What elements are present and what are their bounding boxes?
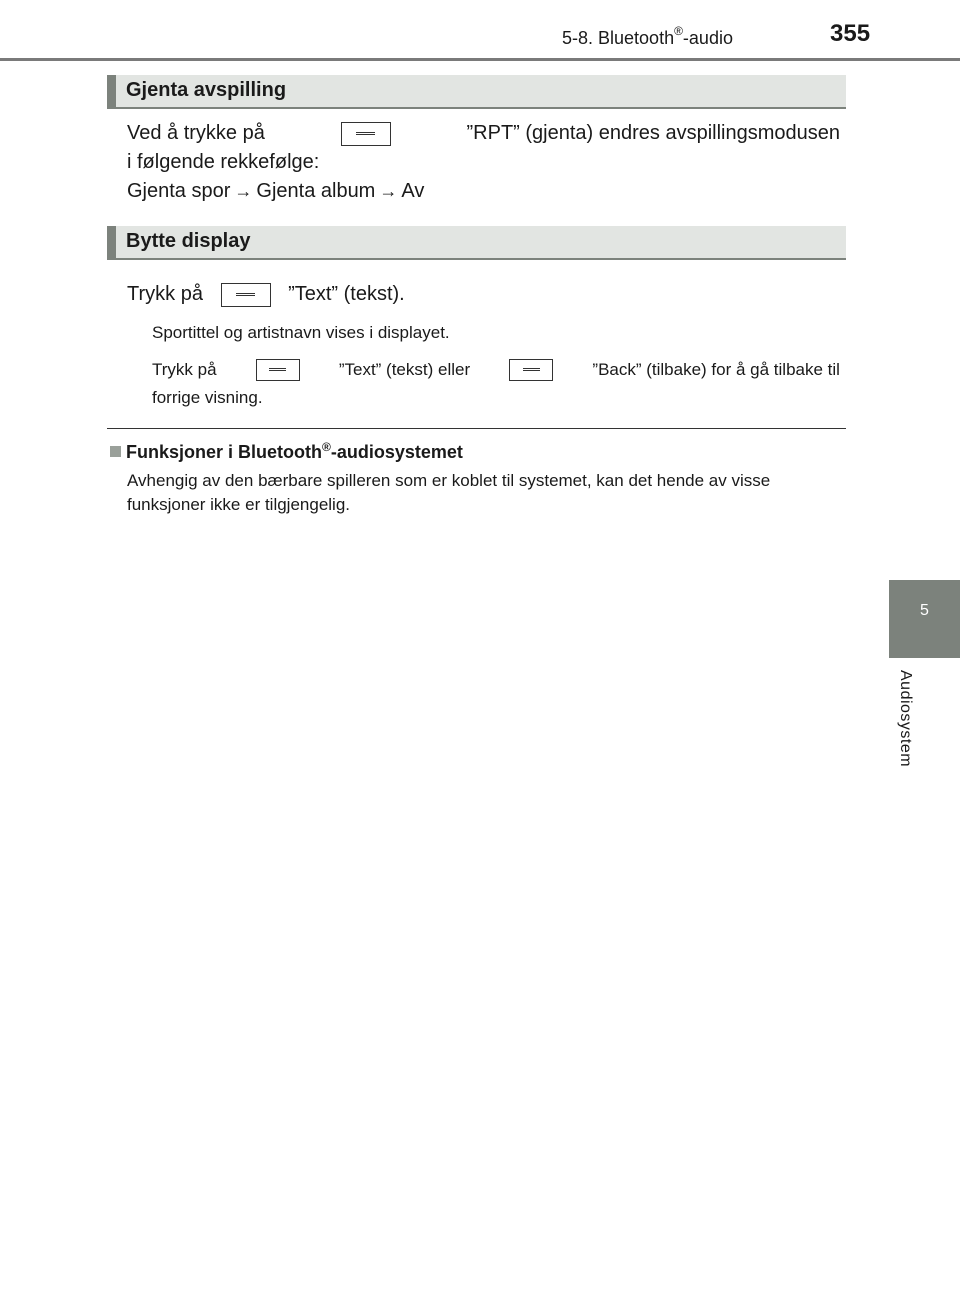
info2-text-d: forrige visning. <box>152 388 263 407</box>
note-title-a: Funksjoner i Bluetooth <box>126 442 322 462</box>
section-divider <box>107 428 846 429</box>
chapter-number: 5 <box>920 602 929 619</box>
repeat-text-a: Ved å trykke på <box>127 122 265 144</box>
note-body: Avhengig av den bærbare spilleren som er koblet til systemet, kan det hende av visse funksjoner ikke er tilgjengelig. <box>127 471 771 514</box>
repeat-text-b: ”RPT” (gjenta) endres avspillingsmodusen <box>466 122 840 144</box>
repeat-sequence <box>127 177 840 206</box>
note-title-b: -audiosystemet <box>330 442 463 462</box>
registered-mark: ® <box>674 24 683 38</box>
display-info-2 <box>152 356 840 412</box>
note-heading <box>110 440 463 463</box>
display-info-2-line <box>152 356 840 384</box>
info2-text-c: ”Back” (tilbake) for å gå tilbake til <box>592 360 840 379</box>
seq-item: Gjenta album <box>256 180 376 202</box>
display-text-a: Trykk på <box>127 283 203 305</box>
section-title-repeat: Gjenta avspilling <box>126 79 287 101</box>
button-icon <box>221 283 271 307</box>
display-text-b: ”Text” (tekst). <box>288 283 405 305</box>
info2-text-b: ”Text” (tekst) eller <box>338 360 471 379</box>
page-number: 355 <box>830 20 871 47</box>
repeat-line-1 <box>127 119 840 148</box>
repeat-line-2: i følgende rekkefølge: <box>127 151 320 173</box>
registered-mark: ® <box>322 440 331 454</box>
repeat-instructions <box>127 119 840 206</box>
arrow-right-icon: → <box>234 181 253 201</box>
section-title-display: Bytte display <box>126 230 251 252</box>
display-info-1: Sportittel og artistnavn vises i displayet. <box>152 323 450 342</box>
section-heading-display <box>107 226 846 260</box>
button-icon <box>341 122 391 146</box>
arrow-right-icon: → <box>379 181 398 201</box>
header-section-suffix: -audio <box>682 28 733 48</box>
seq-item: Gjenta spor <box>127 180 231 202</box>
square-bullet-icon <box>110 446 121 457</box>
seq-item: Av <box>401 180 425 202</box>
chapter-label: Audiosystem <box>897 670 914 768</box>
section-heading-repeat <box>107 75 846 109</box>
display-instruction <box>127 280 405 309</box>
button-icon <box>256 359 300 381</box>
header-section-title <box>562 26 733 49</box>
header-rule <box>0 58 960 61</box>
info2-text-a: Trykk på <box>152 360 217 379</box>
header-section-prefix: 5-8. Bluetooth <box>562 28 675 48</box>
chapter-tab <box>889 580 960 658</box>
button-icon <box>509 359 553 381</box>
